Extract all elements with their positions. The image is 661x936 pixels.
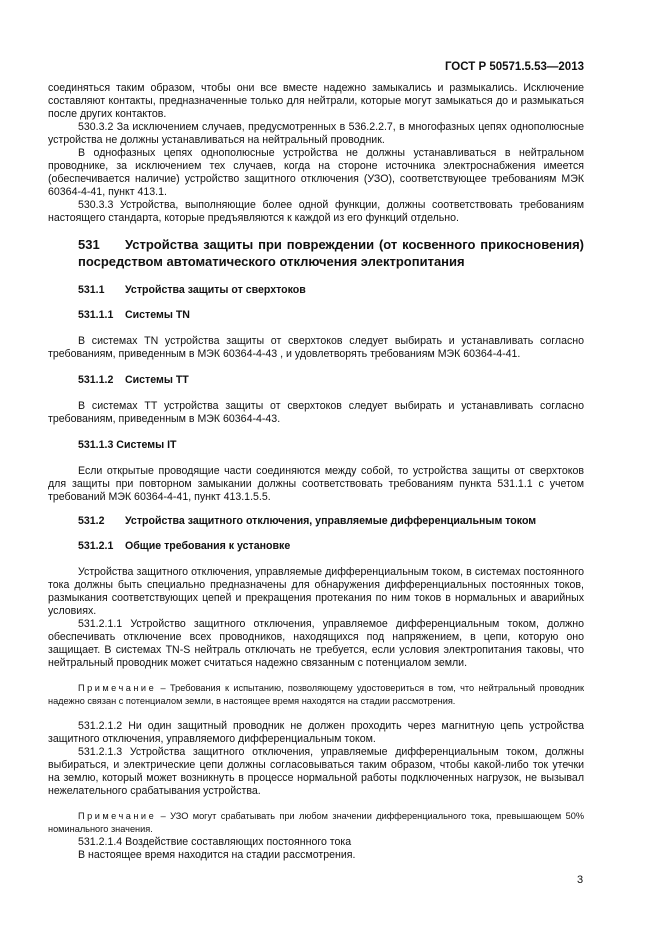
note-label: Примечание <box>78 811 157 821</box>
section-number: 531 <box>78 237 100 252</box>
paragraph-531-2-1-2: 531.2.1.2 Ни один защитный проводник не должен проходить через магнитную цепь устройства защитного отключения, управляемого дифференциальным током. <box>48 720 584 745</box>
paragraph-530-3-2: 530.3.2 За исключением случаев, предусмотренных в 536.2.2.7, в многофазных цепях однополюсные устройства не должны устанавливаться на нейтральный проводник. <box>48 121 584 146</box>
paragraph-tt: В системах TT устройства защиты от сверхтоков следует выбирать и устанавливать согласно требованиям, приведенным в МЭК 60364-4-43. <box>48 400 584 425</box>
section-531-heading <box>78 236 584 270</box>
paragraph-general: Устройства защитного отключения, управляемые дифференциальным током, в системах постоянного тока должны быть специально предназначены для обнаружения дифференциальных постоянных токов, размыкания соответствующих цепей и прекращения протекания по ним токов в нормальных и аварийных условиях. <box>48 566 584 617</box>
paragraph-531-2-1-3: 531.2.1.3 Устройства защитного отключения, управляемые дифференциальным током, должны выбираться, и электрические цепи должны согласовываться таким образом, чтобы какой-либо ток утечки на землю, который может возникнуть в процессе нормальной работы подключенных нагрузок, не вызывал нежелательного срабатывания устройства. <box>48 746 584 797</box>
section-number: 531.2 <box>78 515 105 527</box>
section-number: 531.1.1 <box>78 309 114 321</box>
paragraph-it: Если открытые проводящие части соединяются между собой, то устройства защиты от сверхтоков для защиты при повторном замыкании должны соответствовать требованиям пункта 531.1.1 с учетом требований МЭК 60364-4-41, пункт 413.1.5.5. <box>48 465 584 503</box>
section-number: 531.2.1 <box>78 540 114 552</box>
paragraph-531-2-1-1: 531.2.1.1 Устройство защитного отключения, управляемое дифференциальным током, должно обеспечивать отключение всех проводников, находящихся под напряжением, в цепи, которую оно защищает. В системах TN-S нейтраль отключать не требуется, если условия электропитания таковы, что нейтральный проводник может считаться надежно связанным с потенциалом земли. <box>48 618 584 669</box>
section-title: Устройства защиты при повреждении (от косвенного прикосновения) посредством автоматического отключения электропитания <box>78 237 584 269</box>
note-text: – УЗО могут срабатывать при любом значении дифференциального тока, превышающем 50% номинального значения. <box>48 811 584 834</box>
document-header: ГОСТ Р 50571.5.53—2013 <box>444 61 584 73</box>
section-title: Системы TN <box>125 309 190 321</box>
note-1 <box>48 682 584 708</box>
section-number: 531.1.2 <box>78 374 114 386</box>
section-title: Общие требования к установке <box>125 540 291 552</box>
paragraph-531-2-1-4: 531.2.1.4 Воздействие составляющих постоянного тока <box>78 836 352 848</box>
note-text: – Требования к испытанию, позволяющему удостовериться в том, что нейтральный проводник надежно связан с потенциалом земли, в настоящее время находятся на стадии рассмотрения. <box>48 683 584 706</box>
paragraph-single-phase: В однофазных цепях однополюсные устройства не должны устанавливаться в нейтральном проводнике, за исключением тех случаев, когда на стороне источника электроснабжения имеется (обеспечивается наличие) устройство защитного отключения (УЗО), соответствующее требованиям МЭК 60364-4-41, пункт 413.1. <box>48 147 584 198</box>
section-number: 531.1 <box>78 284 105 296</box>
section-531-1-2-heading <box>78 374 189 386</box>
paragraph-tn: В системах TN устройства защиты от сверхтоков следует выбирать и устанавливать согласно требованиям, приведенным в МЭК 60364-4-43 , и удовлетворять требованиям МЭК 60364-4-41. <box>48 335 584 360</box>
paragraph-continuation: соединяться таким образом, чтобы они все вместе надежно замыкались и размыкались. Исключение составляют контакты, предназначенные только для нейтрали, которые могут замыкаться до и размыкаться после других контактов. <box>48 82 584 120</box>
page-number: 3 <box>577 874 584 886</box>
section-title: Устройства защиты от сверхтоков <box>125 284 306 296</box>
section-title: Устройства защитного отключения, управляемые дифференциальным током <box>125 515 537 527</box>
note-2 <box>48 810 584 836</box>
section-531-1-1-heading <box>78 309 190 321</box>
section-531-2-1-heading <box>78 540 290 552</box>
section-531-1-heading <box>78 284 306 296</box>
section-531-1-3-heading: 531.1.3 Системы IT <box>78 439 177 451</box>
paragraph-530-3-3: 530.3.3 Устройства, выполняющие более одной функции, должны соответствовать требованиям настоящего стандарта, которые предъявляются к каждой из его функций отдельно. <box>48 199 584 224</box>
note-label: Примечание <box>78 683 157 693</box>
paragraph-under-consideration: В настоящее время находится на стадии рассмотрения. <box>78 849 356 861</box>
section-title: Системы TT <box>125 374 189 386</box>
section-531-2-heading <box>78 515 536 527</box>
